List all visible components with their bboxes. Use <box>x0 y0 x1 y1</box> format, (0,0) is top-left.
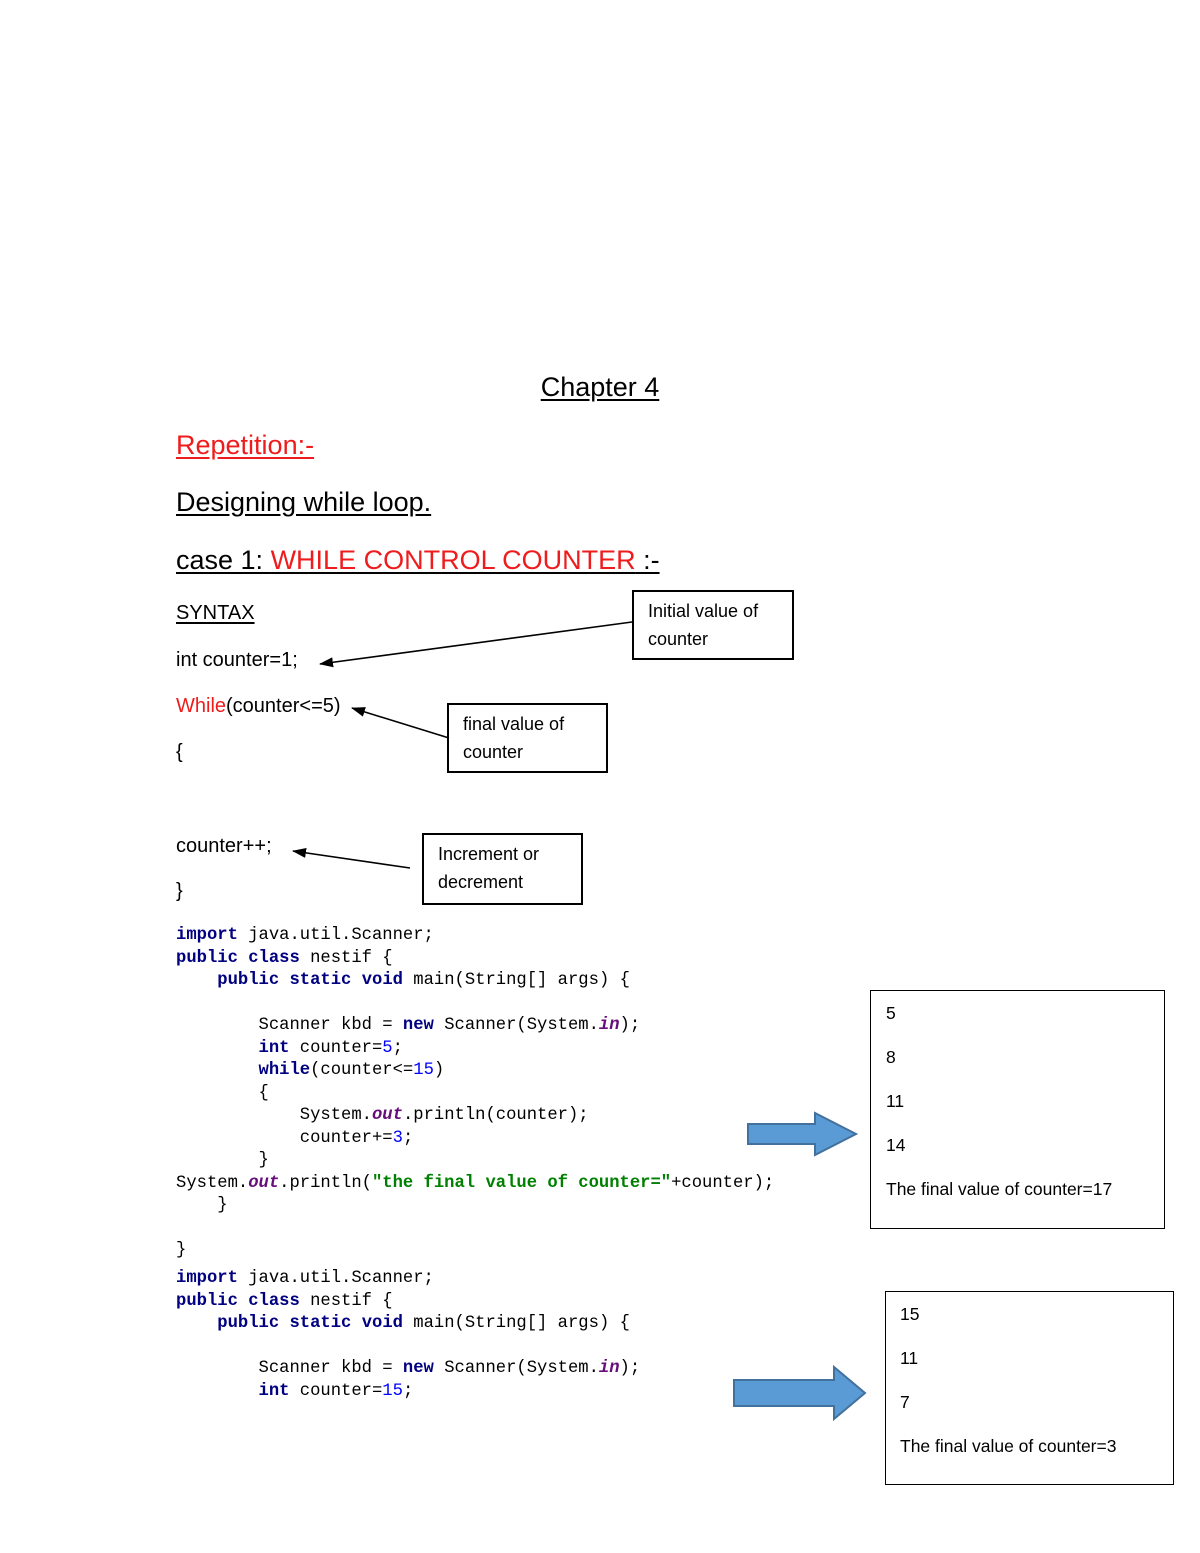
output-line: 15 <box>900 1304 920 1324</box>
arrow-final-value <box>352 708 449 738</box>
syntax-open-brace: { <box>176 741 183 763</box>
output-line: The final value of counter=3 <box>900 1436 1117 1456</box>
output-line: The final value of counter=17 <box>886 1179 1113 1199</box>
syntax-while-line: While(counter<=5) <box>176 695 341 717</box>
output-line: 14 <box>886 1135 906 1155</box>
output-box-1 <box>870 990 1165 1229</box>
annotation-final-value: final value of counter <box>447 703 608 773</box>
output-line: 11 <box>900 1348 919 1368</box>
arrow-increment <box>293 851 410 868</box>
block-arrow-output-2 <box>734 1367 865 1419</box>
syntax-increment-line: counter++; <box>176 835 272 857</box>
output-box-2 <box>885 1291 1174 1485</box>
output-line: 11 <box>886 1091 905 1111</box>
heading-designing: Designing while loop. <box>176 487 432 517</box>
heading-case: case 1: WHILE CONTROL COUNTER :- <box>176 545 660 575</box>
code-block-2: import java.util.Scanner; public class nestif { public static void main(String[] args) { Scanner kbd = new Scanner(System.in); int counter=15; <box>176 1269 641 1401</box>
syntax-init-line: int counter=1; <box>176 649 298 671</box>
output-line: 7 <box>900 1392 910 1412</box>
output-line: 5 <box>886 1003 896 1023</box>
arrow-initial-value <box>320 622 632 664</box>
syntax-label: SYNTAX <box>176 602 255 624</box>
page-title: Chapter 4 <box>540 372 660 402</box>
output-line: 8 <box>886 1047 896 1067</box>
code-block-1: import java.util.Scanner; public class nestif { public static void main(String[] args) { Scanner kbd = new Scanner(System.in); int counter=5; while(counter<=15) { System.out.println(counter); counter+=3; } System.out.println("the final value of counter="+counter); } } <box>176 926 775 1260</box>
annotation-initial-value: Initial value of counter <box>632 590 794 660</box>
heading-repetition: Repetition:- <box>176 430 315 460</box>
annotation-increment: Increment or decrement <box>422 833 583 905</box>
syntax-close-brace: } <box>176 880 183 902</box>
